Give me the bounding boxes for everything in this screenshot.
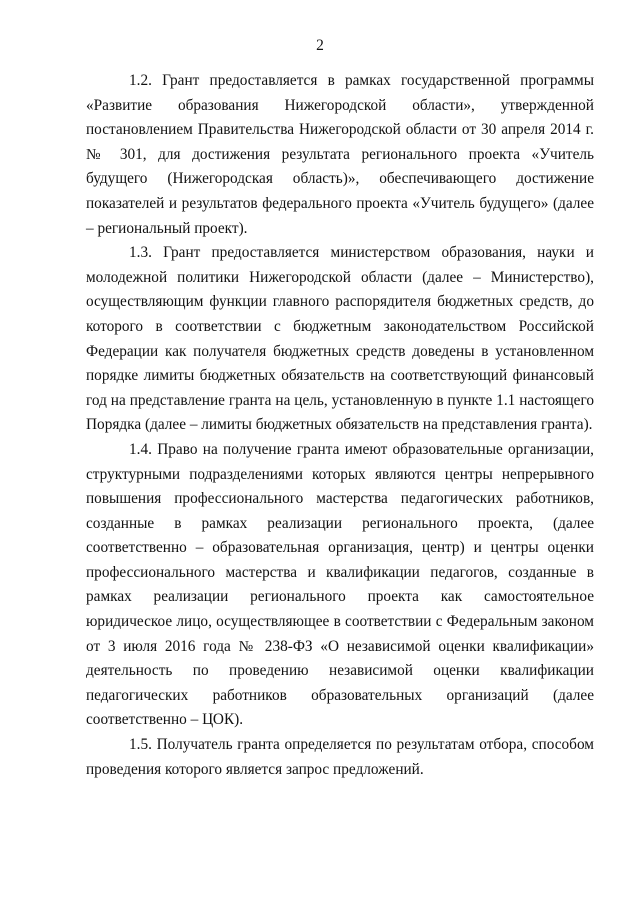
paragraph-1-3: 1.3. Грант предоставляется министерством образования, науки и молодежной политики Нижегородской области (далее – Министерство), осуществляющим функции главного распорядителя бюджетных средств, до которого в соответствии с бюджетным законодательством Российской Федерации как получателя бюджетных средств доведены в установленном порядке лимиты бюджетных обязательств на соответствующий финансовый год на представление гранта на цель, установленную в пункте 1.1 настоящего Порядка (далее – лимиты бюджетных обязательств на представления гранта). — [86, 244, 594, 434]
paragraph-1-4: 1.4. Право на получение гранта имеют образовательные организации, структурными подразделениями которых являются центры непрерывного повышения профессионального мастерства педагогических работников, созданные в рамках реализации регионального проекта, (далее соответственно – образовательная организация, центр) и центры оценки профессионального мастерства и квалификации педагогов, созданные в рамках реализации регионального проекта как самостоятельное юридическое лицо, осуществляющее в соответствии с Федеральным законом от 3 июля 2016 года № 238-ФЗ «О независимой оценки квалификации» деятельность по проведению независимой оценки квалификации педагогических работников образовательных организаций (далее соответственно – ЦОК). — [86, 440, 594, 729]
paragraph-1-5: 1.5. Получатель гранта определяется по результатам отбора, способом проведения которого является запрос предложений. — [86, 736, 594, 778]
paragraph-1-2: 1.2. Грант предоставляется в рамках государственной программы «Развитие образования Нижегородской области», утвержденной постановлением Правительства Нижегородской области от 30 апреля 2014 г. № 301, для достижения результата регионального проекта «Учитель будущего (Нижегородская область)», обеспечивающего достижение показателей и результатов федерального проекта «Учитель будущего» (далее – региональный проект). — [86, 72, 594, 237]
document-body — [86, 69, 594, 782]
page-number: 2 — [316, 37, 324, 54]
